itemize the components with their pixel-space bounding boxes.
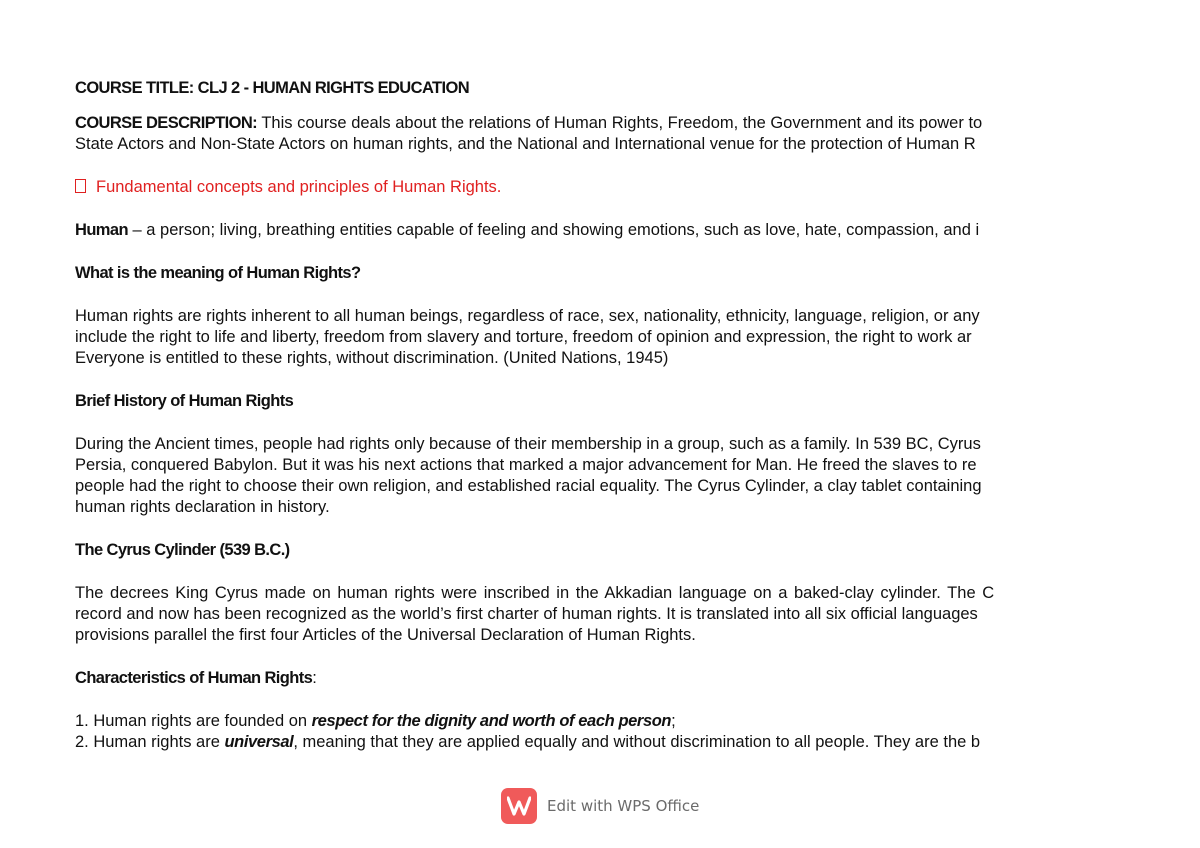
- cylinder-heading: The Cyrus Cylinder (539 B.C.): [75, 541, 290, 559]
- course-description-line-2: State Actors and Non-State Actors on human rights, and the National and International venue for the protection of Human R: [75, 135, 976, 153]
- missing-glyph-bullet-icon: [75, 179, 86, 193]
- bullet-heading: [75, 177, 1117, 198]
- item-1-suffix: ;: [671, 712, 676, 730]
- item-2-emphasis: universal: [224, 733, 294, 751]
- document-body: [75, 78, 1117, 753]
- characteristics-heading: Characteristics of Human Rights: [75, 669, 313, 687]
- course-description-text-1: This course deals about the relations of Human Rights, Freedom, the Government and its power to: [257, 114, 983, 132]
- history-para-line-3: people had the right to choose their own religion, and established racial equality. The Cyrus Cylinder, a clay tablet containing: [75, 477, 982, 495]
- item-2-suffix: , meaning that they are applied equally and without discrimination to all people. They are the b: [293, 733, 981, 751]
- history-para-line-2: Persia, conquered Babylon. But it was his next actions that marked a major advancement for Man. He freed the slaves to re: [75, 456, 977, 474]
- bullet-heading-text: Fundamental concepts and principles of Human Rights.: [96, 178, 502, 196]
- list-item-2: [75, 732, 1117, 753]
- item-1-prefix: 1. Human rights are founded on: [75, 712, 312, 730]
- cylinder-para-line-2: record and now has been recognized as the world’s first charter of human rights. It is translated into all six official languages: [75, 605, 978, 623]
- history-heading: Brief History of Human Rights: [75, 392, 294, 410]
- characteristics-colon: :: [312, 669, 317, 687]
- meaning-para-line-3: Everyone is entitled to these rights, without discrimination. (United Nations, 1945): [75, 349, 669, 367]
- list-item-1: [75, 711, 1117, 732]
- course-description-line-1: [75, 113, 1117, 134]
- human-definition: [75, 220, 1117, 241]
- meaning-para-line-1: Human rights are rights inherent to all human beings, regardless of race, sex, nationality, ethnicity, language, religion, or any: [75, 307, 980, 325]
- edit-with-wps-button[interactable]: [501, 788, 699, 824]
- meaning-para-line-2: include the right to life and liberty, freedom from slavery and torture, freedom of opinion and expression, the right to work ar: [75, 328, 972, 346]
- meaning-heading: What is the meaning of Human Rights?: [75, 264, 361, 282]
- item-2-prefix: 2. Human rights are: [75, 733, 225, 751]
- item-1-emphasis: respect for the dignity and worth of each person: [311, 712, 672, 730]
- course-title: COURSE TITLE: CLJ 2 - HUMAN RIGHTS EDUCATION: [75, 79, 470, 97]
- wps-label: Edit with WPS Office: [547, 797, 700, 815]
- human-definition-text: – a person; living, breathing entities capable of feeling and showing emotions, such as love, hate, compassion, and i: [127, 221, 980, 239]
- history-para-line-4: human rights declaration in history.: [75, 498, 330, 516]
- characteristics-heading-line: [75, 668, 1117, 689]
- wps-w-logo-icon: [501, 788, 537, 824]
- cylinder-para-line-1: The decrees King Cyrus made on human rights were inscribed in the Akkadian language on a baked-clay cylinder. The C: [75, 584, 995, 602]
- human-term: Human: [75, 221, 128, 239]
- course-description-label: COURSE DESCRIPTION:: [75, 114, 258, 132]
- cylinder-para-line-3: provisions parallel the first four Articles of the Universal Declaration of Human Rights.: [75, 626, 696, 644]
- history-para-line-1: During the Ancient times, people had rights only because of their membership in a group, such as a family. In 539 BC, Cyrus: [75, 435, 981, 453]
